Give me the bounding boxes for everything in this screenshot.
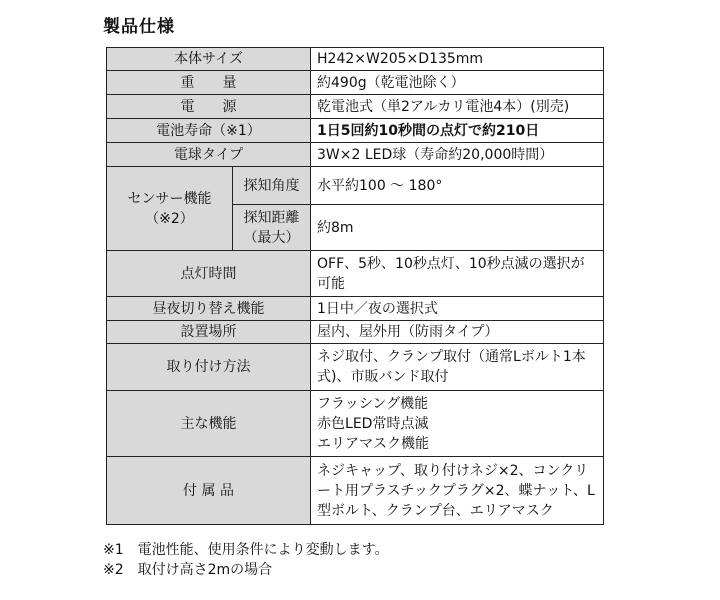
spec-value-accessories: ネジキャップ、取り付けネジ×2、コンクリート用プラスチックプラグ×2、蝶ナット、L型ボルト、クランプ台、エリアマスク (311, 457, 604, 525)
spec-value-location: 屋内、屋外用（防雨タイプ） (311, 321, 604, 344)
table-row (107, 95, 604, 119)
table-row (107, 48, 604, 71)
table-row (107, 391, 604, 457)
spec-label-accessories: 付 属 品 (107, 457, 311, 525)
table-row (107, 143, 604, 167)
footnote-2: ※2 取付け高さ2mの場合 (103, 562, 273, 578)
spec-value-size: H242×W205×D135mm (311, 48, 604, 71)
spec-label-power: 電 源 (107, 95, 311, 119)
spec-label-day-night: 昼夜切り替え機能 (107, 297, 311, 321)
spec-value-lighting-time: OFF、5秒、10秒点灯、10秒点滅の選択が可能 (311, 251, 604, 297)
table-row (107, 457, 604, 525)
spec-label-features: 主な機能 (107, 391, 311, 457)
spec-value-bulb: 3W×2 LED球（寿命約20,000時間） (311, 143, 604, 167)
table-row (107, 321, 604, 344)
footnotes (103, 540, 389, 580)
footnote-1: ※1 電池性能、使用条件により変動します。 (103, 542, 389, 558)
spec-table (106, 47, 604, 525)
spec-value-sensor-angle: 水平約100 〜 180° (311, 167, 604, 205)
table-row (107, 119, 604, 143)
spec-label-battery-life: 電池寿命（※1） (107, 119, 311, 143)
spec-label-lighting-time: 点灯時間 (107, 251, 311, 297)
table-row (107, 344, 604, 391)
spec-label-weight: 重 量 (107, 71, 311, 95)
spec-value-mounting: ネジ取付、クランプ取付（通常Lボルト1本式)、市販バンド取付 (311, 344, 604, 391)
table-row (107, 167, 604, 205)
table-row (107, 297, 604, 321)
spec-label-mounting: 取り付け方法 (107, 344, 311, 391)
spec-label-sensor: センサー機能 （※2） (107, 167, 233, 251)
spec-label-bulb: 電球タイプ (107, 143, 311, 167)
table-row (107, 71, 604, 95)
spec-label-size: 本体サイズ (107, 48, 311, 71)
table-row (107, 251, 604, 297)
spec-value-sensor-distance: 約8m (311, 205, 604, 251)
spec-value-power: 乾電池式（単2アルカリ電池4本）(別売) (311, 95, 604, 119)
spec-value-weight: 約490g（乾電池除く） (311, 71, 604, 95)
spec-value-day-night: 1日中／夜の選択式 (311, 297, 604, 321)
spec-label-sensor-angle: 探知角度 (233, 167, 311, 205)
page-title: 製品仕様 (103, 17, 175, 37)
spec-label-sensor-distance: 探知距離 （最大） (233, 205, 311, 251)
spec-value-battery-life: 1日5回約10秒間の点灯で約210日 (311, 119, 604, 143)
spec-value-features: フラッシング機能 赤色LED常時点滅 エリアマスク機能 (311, 391, 604, 457)
spec-label-location: 設置場所 (107, 321, 311, 344)
